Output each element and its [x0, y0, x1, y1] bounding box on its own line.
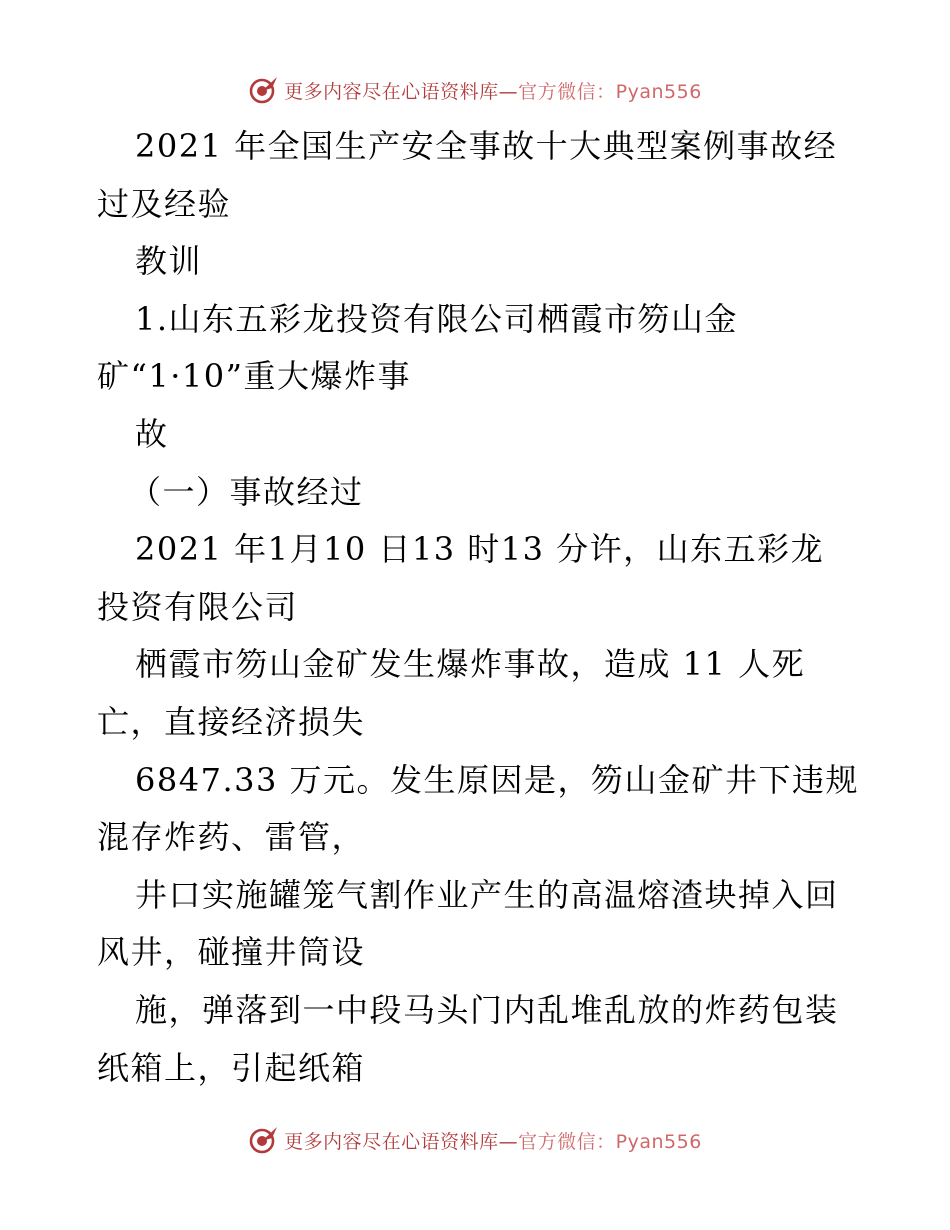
doc-line: 亡，直接经济损失: [97, 702, 366, 741]
doc-line: 风井，碰撞井筒设: [97, 933, 366, 972]
footer-watermark-banner: [0, 1120, 950, 1160]
quill-logo-icon: [248, 1124, 280, 1156]
doc-line: 故: [135, 414, 169, 453]
doc-line: 1.山东五彩龙投资有限公司栖霞市笏山金: [135, 299, 739, 338]
document-body: [97, 118, 860, 1097]
banner-wechat-text: 官方微信：Pyan556: [518, 80, 702, 103]
doc-line: 6847.33 万元。发生原因是，笏山金矿井下违规: [135, 760, 860, 799]
doc-line: 栖霞市笏山金矿发生爆炸事故，造成 11 人死: [135, 645, 806, 684]
banner-wechat-text: 官方微信：Pyan556: [518, 1130, 702, 1153]
doc-line: 纸箱上，引起纸箱: [97, 1048, 366, 1087]
doc-line: 混存炸药、雷管，: [97, 818, 366, 857]
doc-line: 井口实施罐笼气割作业产生的高温熔渣块掉入回: [135, 875, 839, 914]
doc-line: 教训: [135, 242, 203, 281]
quill-logo-icon: [248, 74, 280, 106]
doc-line: （一）事故经过: [129, 472, 364, 511]
doc-line: 2021 年全国生产安全事故十大典型案例事故经: [135, 127, 838, 165]
doc-line: 施，弹落到一中段马头门内乱堆乱放的炸药包装: [135, 990, 839, 1029]
banner-brand-text: 更多内容尽在心语资料库—: [284, 80, 519, 103]
header-watermark-banner: [0, 70, 950, 110]
doc-line: 过及经验: [97, 184, 232, 223]
doc-line: 投资有限公司: [97, 587, 299, 626]
doc-line: 矿“1·10”重大爆炸事: [97, 357, 411, 396]
doc-line: 2021 年1月10 日13 时13 分许，山东五彩龙: [135, 530, 825, 569]
banner-brand-text: 更多内容尽在心语资料库—: [284, 1130, 519, 1153]
